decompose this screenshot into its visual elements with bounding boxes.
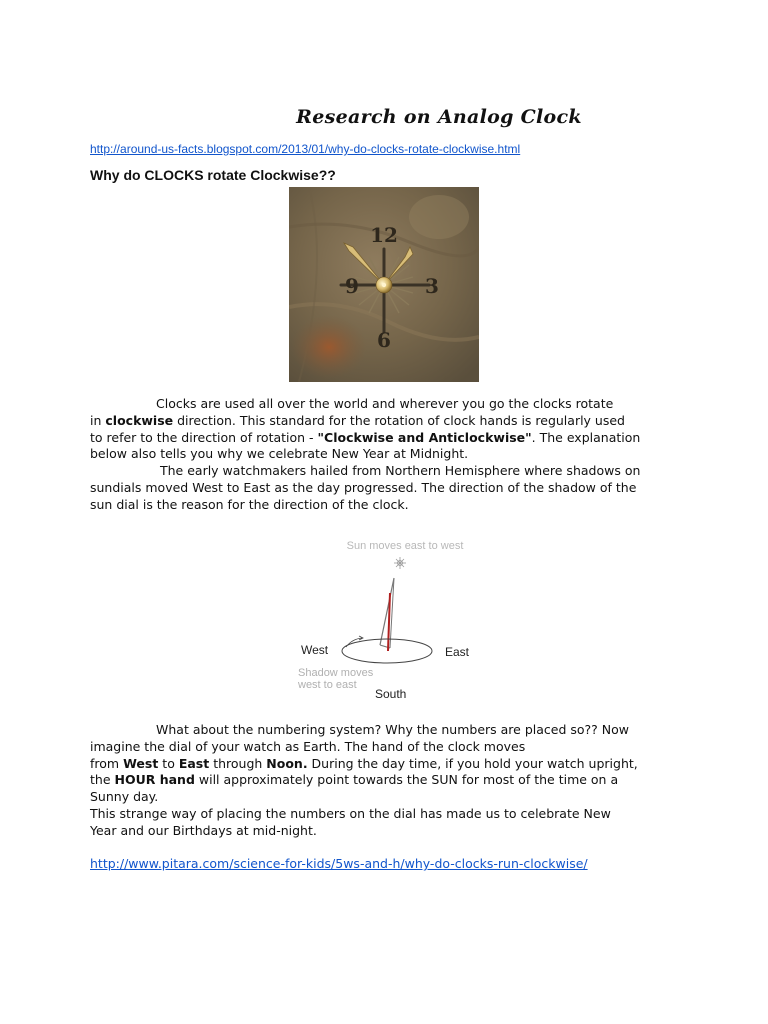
shadow-line (388, 593, 390, 651)
south-label: South (375, 687, 407, 701)
p1-bold-terms: "Clockwise and Anticlockwise" (317, 429, 532, 445)
west-label: West (301, 643, 329, 657)
p2-text: During the day time, if you hold your watch upright, (307, 755, 638, 771)
p2-line-3 (90, 756, 690, 773)
p2-bold-east: East (178, 755, 210, 771)
numeral-12: 12 (370, 223, 398, 247)
document-title: Research on Analog Clock (296, 106, 582, 128)
numeral-6: 6 (377, 328, 391, 352)
sun-icon (394, 557, 406, 569)
p2-text: to (158, 755, 179, 771)
shadow-caption-2: west to east (298, 679, 357, 691)
p2-line-5: Sunny day. (90, 789, 159, 805)
p1-line-5: The early watchmakers hailed from Northern Hemisphere where shadows on (160, 463, 641, 479)
source-link-pitara[interactable]: http://www.pitara.com/science-for-kids/5ws-and-h/why-do-clocks-run-clockwise/ (90, 856, 588, 871)
p1-line-6: sundials moved West to East as the day progressed. The direction of the shadow of the (90, 479, 637, 495)
p2-line-4 (90, 772, 690, 789)
p2-bold-noon: Noon. (266, 755, 308, 771)
sun-moves-caption: Sun moves east to west (346, 540, 464, 552)
p2-line-2: imagine the dial of your watch as Earth. The hand of the clock moves (90, 738, 526, 754)
source-link-blogspot[interactable]: http://around-us-facts.blogspot.com/2013/01/why-do-clocks-rotate-clockwise.html (90, 142, 521, 156)
p2-text: from (90, 755, 124, 771)
p1-text: . The explanation (531, 429, 641, 445)
p1-text: in (90, 412, 106, 428)
p1-text: direction. This standard for the rotation of clock hands is regularly used (173, 412, 625, 428)
sundial-graphic (290, 533, 490, 705)
numeral-3: 3 (425, 274, 439, 298)
paragraph-numbering-system (90, 722, 690, 840)
p1-bold-clockwise: clockwise (105, 412, 174, 428)
section-heading: Why do CLOCKS rotate Clockwise?? (90, 167, 336, 183)
p1-line-4: below also tells you why we celebrate New Year at Midnight. (90, 446, 469, 462)
numeral-9: 9 (345, 274, 359, 298)
shadow-caption-1: Shadow moves (298, 667, 374, 679)
clock-photo (289, 187, 479, 382)
p2-text: through (209, 755, 267, 771)
p2-text: will approximately point towards the SUN for most of the time on a (194, 772, 619, 788)
clock-photo-graphic (289, 187, 479, 382)
p2-bold-west: West (123, 755, 159, 771)
p2-line-7: Year and our Birthdays at mid-night. (90, 822, 317, 838)
p2-bold-hour-hand: HOUR hand (114, 772, 195, 788)
p2-text: the (90, 772, 115, 788)
paragraph-clockwise-origin (90, 396, 690, 514)
p1-line-2 (90, 413, 690, 430)
p1-text: to refer to the direction of rotation - (90, 429, 318, 445)
sundial-diagram (290, 533, 490, 705)
p1-line-1: Clocks are used all over the world and wherever you go the clocks rotate (156, 396, 614, 411)
p2-line-1: What about the numbering system? Why the numbers are placed so?? Now (156, 722, 629, 737)
p2-line-6: This strange way of placing the numbers on the dial has made us to celebrate New (90, 805, 611, 821)
p1-line-7: sun dial is the reason for the direction of the clock. (90, 496, 409, 512)
p1-line-3 (90, 430, 690, 447)
east-label: East (445, 645, 470, 659)
